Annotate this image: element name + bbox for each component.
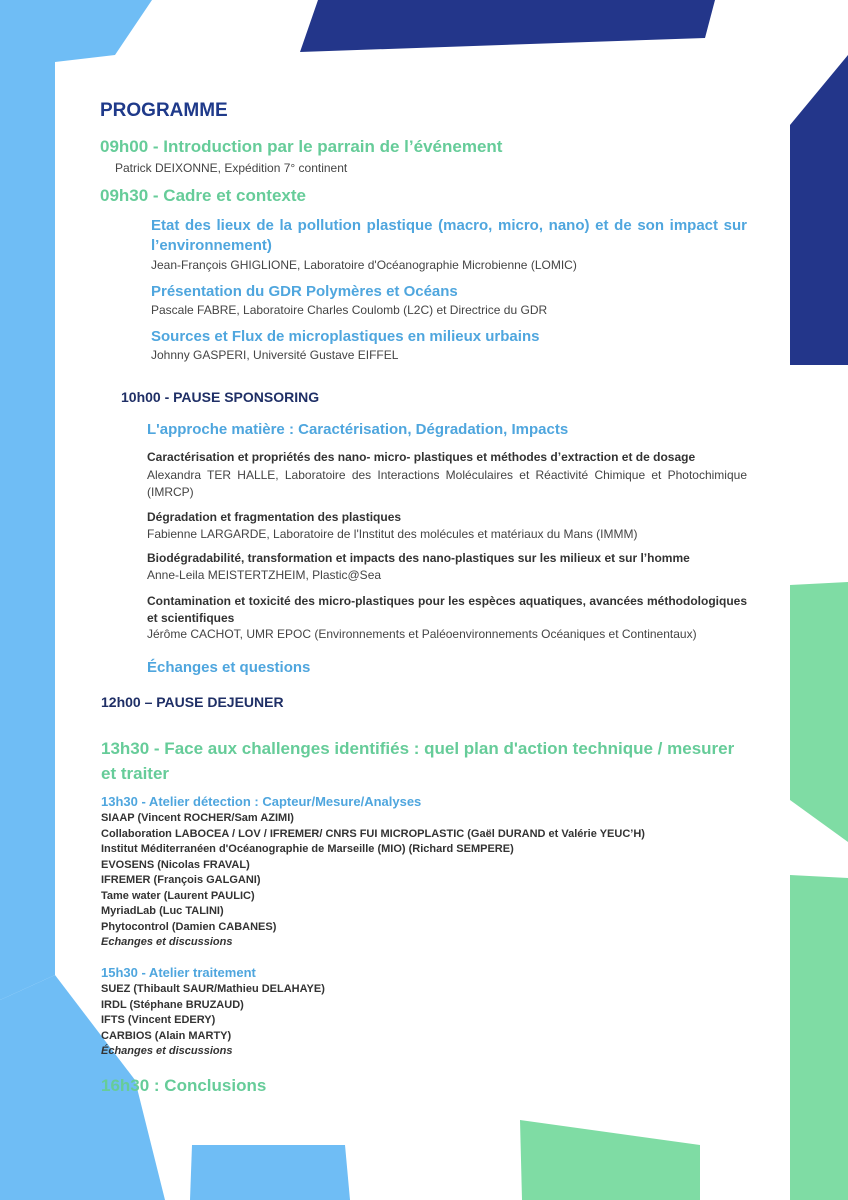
speaker-0900: Patrick DEIXONNE, Expédition 7° continent xyxy=(115,161,348,175)
list-item: EVOSENS (Nicolas FRAVAL) xyxy=(101,858,250,871)
session-heading-0930: 09h30 - Cadre et contexte xyxy=(100,186,306,205)
conclusions-heading: 16h30 : Conclusions xyxy=(101,1076,267,1095)
green-shape-right-bottom xyxy=(790,875,848,1200)
talk-title: Sources et Flux de microplastiques en milieux urbains xyxy=(151,328,540,345)
talk-title: Contamination et toxicité des micro-plastiques pour les espèces aquatiques, avancées méthodologiques et scientifiques xyxy=(147,594,747,625)
list-item: Tame water (Laurent PAULIC) xyxy=(101,889,255,902)
talk-speaker: Jérôme CACHOT, UMR EPOC (Environnements et Paléoenvironnements Océaniques et Continentaux) xyxy=(147,627,697,641)
talk-speaker: Johnny GASPERI, Université Gustave EIFFEL xyxy=(151,348,399,362)
atelier-detection-list xyxy=(101,811,645,951)
pause-sponsoring: 10h00 - PAUSE SPONSORING xyxy=(121,389,320,405)
green-shape-right-mid xyxy=(790,582,848,842)
list-item: SIAAP (Vincent ROCHER/Sam AZIMI) xyxy=(101,812,294,824)
talk-speaker: Jean-François GHIGLIONE, Laboratoire d'Océanographie Microbienne (LOMIC) xyxy=(151,258,577,272)
list-item: CARBIOS (Alain MARTY) xyxy=(101,1029,232,1042)
session-heading-0900: 09h00 - Introduction par le parrain de l’événement xyxy=(100,137,503,156)
list-item: MyriadLab (Luc TALINI) xyxy=(101,905,224,917)
light-blue-shape-bottom xyxy=(190,1145,350,1200)
navy-shape-right xyxy=(790,55,848,365)
talk-title: Etat des lieux de la pollution plastique (macro, micro, nano) et de son impact sur l’environnement) xyxy=(151,217,747,254)
list-item: IRDL (Stéphane BRUZAUD) xyxy=(101,998,244,1011)
list-item-closing: Echanges et discussions xyxy=(101,936,233,948)
talk-speaker: Pascale FABRE, Laboratoire Charles Coulomb (L2C) et Directrice du GDR xyxy=(151,303,548,317)
qa-label: Échanges et questions xyxy=(147,659,311,676)
atelier-traitement-list xyxy=(101,982,325,1060)
list-item: Phytocontrol (Damien CABANES) xyxy=(101,920,277,933)
atelier-traitement-heading: 15h30 - Atelier traitement xyxy=(101,965,256,980)
pause-dejeuner: 12h00 – PAUSE DEJEUNER xyxy=(101,694,284,710)
list-item: IFREMER (François GALGANI) xyxy=(101,874,261,886)
session-heading-approche-matiere: L'approche matière : Caractérisation, Dégradation, Impacts xyxy=(147,421,569,438)
atelier-detection-heading: 13h30 - Atelier détection : Capteur/Mesure/Analyses xyxy=(101,794,422,809)
green-shape-bottom xyxy=(520,1120,700,1200)
session-heading-1330: 13h30 - Face aux challenges identifiés : quel plan d'action technique / mesurer et traiter xyxy=(101,739,735,783)
talk-speaker: Fabienne LARGARDE, Laboratoire de l'Institut des molécules et matériaux du Mans (IMMM) xyxy=(147,527,638,541)
talk-title: Caractérisation et propriétés des nano- micro- plastiques et méthodes d’extraction et de dosage xyxy=(147,450,696,464)
list-item: IFTS (Vincent EDERY) xyxy=(101,1014,216,1026)
page-title: PROGRAMME xyxy=(100,100,228,121)
talk-title: Biodégradabilité, transformation et impacts des nano-plastiques sur les milieux et sur l’homme xyxy=(147,551,690,565)
talk-title: Dégradation et fragmentation des plastiques xyxy=(147,510,402,524)
list-item: Institut Méditerranéen d'Océanographie de Marseille (MIO) (Richard SEMPERE) xyxy=(101,843,514,855)
talk-speaker: Anne-Leila MEISTERTZHEIM, Plastic@Sea xyxy=(147,568,382,582)
talk-title: Présentation du GDR Polymères et Océans xyxy=(151,283,458,300)
list-item-closing: Échanges et discussions xyxy=(101,1045,233,1057)
list-item: Collaboration LABOCEA / LOV / IFREMER/ CNRS FUI MICROPLASTIC (Gaël DURAND et Valérie YEUC’H) xyxy=(101,827,645,840)
list-item: SUEZ (Thibault SAUR/Mathieu DELAHAYE) xyxy=(101,983,325,995)
navy-shape-top xyxy=(300,0,715,52)
talk-speaker: Alexandra TER HALLE, Laboratoire des Interactions Moléculaires et Réactivité Chimique et Photochimique (IMRCP) xyxy=(147,468,747,499)
